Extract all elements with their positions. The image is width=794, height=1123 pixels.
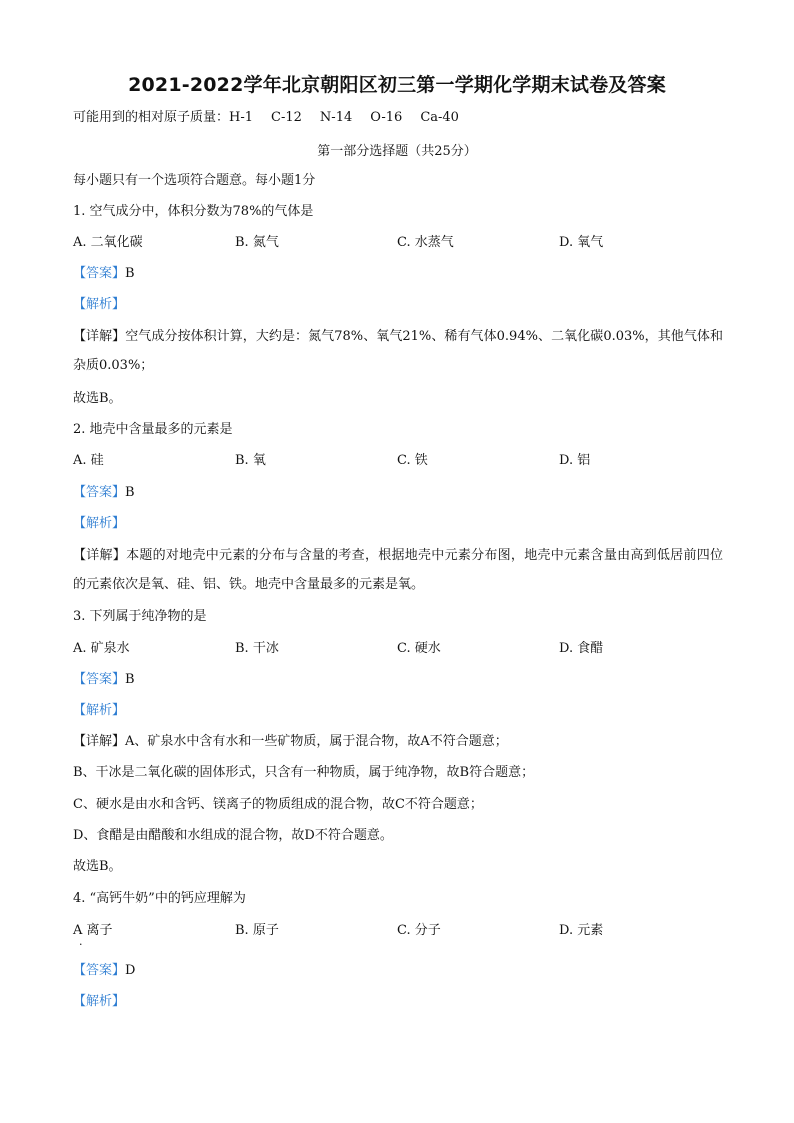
detail-tag: 【详解】 (73, 329, 126, 344)
option-dot-mark: . (79, 935, 83, 948)
atomic-mass-n: N-14 (319, 110, 353, 125)
question-1-answer (73, 265, 135, 283)
question-2-option-b: B. 氧 (235, 453, 266, 468)
question-3-option-d: D. 食醋 (559, 641, 604, 656)
question-3-option-a: A. 矿泉水 (73, 641, 130, 656)
question-2-options (73, 452, 733, 470)
answer-tag: 【答案】 (73, 485, 126, 500)
question-3-detail (73, 733, 508, 751)
question-2-option-d: D. 铝 (559, 453, 591, 468)
detail-text: 本题的对地壳中元素的分布与含量的考查，根据地壳中元素分布图，地壳中元素含量由高到低居前四位的元素依次是氧、硅、铝、铁。地壳中含量最多的元素是氧。 (73, 548, 723, 592)
question-3-option-c: C. 硬水 (397, 641, 441, 656)
question-1-option-a: A. 二氧化碳 (73, 235, 143, 250)
atomic-mass-h: H-1 (229, 110, 254, 125)
question-3-detail-c: C、硬水是由水和含钙、镁离子的物质组成的混合物，故C不符合题意； (73, 797, 483, 812)
question-4-option-c: C. 分子 (397, 923, 441, 938)
question-1-stem: 1. 空气成分中，体积分数为78%的气体是 (73, 204, 314, 219)
instruction: 每小题只有一个选项符合题意。每小题1分 (73, 173, 316, 188)
question-3-detail-b: B、干冰是二氧化碳的固体形式，只含有一种物质，属于纯净物，故B符合题意； (73, 765, 535, 780)
question-2-answer (73, 484, 135, 502)
question-4-option-a: A 离子 (73, 923, 113, 938)
question-2-stem: 2. 地壳中含量最多的元素是 (73, 422, 233, 437)
question-3-stem: 3. 下列属于纯净物的是 (73, 609, 207, 624)
question-2-analysis (73, 515, 125, 533)
answer-tag: 【答案】 (73, 963, 126, 978)
question-3-answer (73, 671, 135, 689)
analysis-tag: 【解析】 (73, 297, 126, 312)
question-3-options (73, 640, 733, 658)
analysis-tag: 【解析】 (73, 703, 126, 718)
question-4-answer (73, 962, 135, 980)
question-2-detail (73, 541, 723, 599)
atomic-mass-ca: Ca-40 (420, 110, 459, 125)
question-1-option-c: C. 水蒸气 (397, 235, 454, 250)
question-2-option-c: C. 铁 (397, 453, 428, 468)
question-1-option-d: D. 氧气 (559, 235, 604, 250)
question-1-analysis (73, 296, 125, 314)
atomic-mass-c: C-12 (271, 110, 302, 125)
question-3-detail-d: D、食醋是由醋酸和水组成的混合物，故D不符合题意。 (73, 828, 393, 843)
question-4-analysis (73, 993, 125, 1011)
detail-tag: 【详解】 (73, 548, 127, 563)
answer-tag: 【答案】 (73, 672, 126, 687)
question-4-option-b: B. 原子 (235, 923, 279, 938)
answer-value: B (125, 672, 135, 687)
question-3-option-b: B. 干冰 (235, 641, 279, 656)
question-2-option-a: A. 硅 (73, 453, 104, 468)
answer-tag: 【答案】 (73, 266, 126, 281)
atomic-mass-line (73, 109, 459, 127)
answer-value: D (125, 963, 136, 978)
detail-text: 空气成分按体积计算，大约是：氮气78%、氧气21%、稀有气体0.94%、二氧化碳0.03%，其他气体和杂质0.03%； (73, 329, 723, 373)
answer-value: B (125, 485, 135, 500)
analysis-tag: 【解析】 (73, 994, 126, 1009)
detail-tag: 【详解】 (73, 734, 126, 749)
document-title: 2021-2022学年北京朝阳区初三第一学期化学期末试卷及答案 (128, 74, 666, 96)
question-4-options (73, 922, 733, 940)
question-1-detail (73, 322, 723, 380)
answer-value: B (125, 266, 135, 281)
question-4-option-d: D. 元素 (559, 923, 604, 938)
detail-text: A、矿泉水中含有水和一些矿物质，属于混合物，故A不符合题意； (125, 734, 508, 749)
question-1-option-b: B. 氮气 (235, 235, 279, 250)
analysis-tag: 【解析】 (73, 516, 126, 531)
question-3-conclusion: 故选B。 (73, 859, 122, 874)
question-1-conclusion: 故选B。 (73, 391, 122, 406)
question-1-options (73, 234, 733, 252)
atomic-mass-o: O-16 (370, 110, 403, 125)
question-4-stem: 4. “高钙牛奶”中的钙应理解为 (73, 891, 246, 906)
section-title: 第一部分选择题（共25分） (317, 144, 477, 159)
question-3-analysis (73, 702, 125, 720)
atomic-mass-label: 可能用到的相对原子质量： (73, 110, 230, 125)
